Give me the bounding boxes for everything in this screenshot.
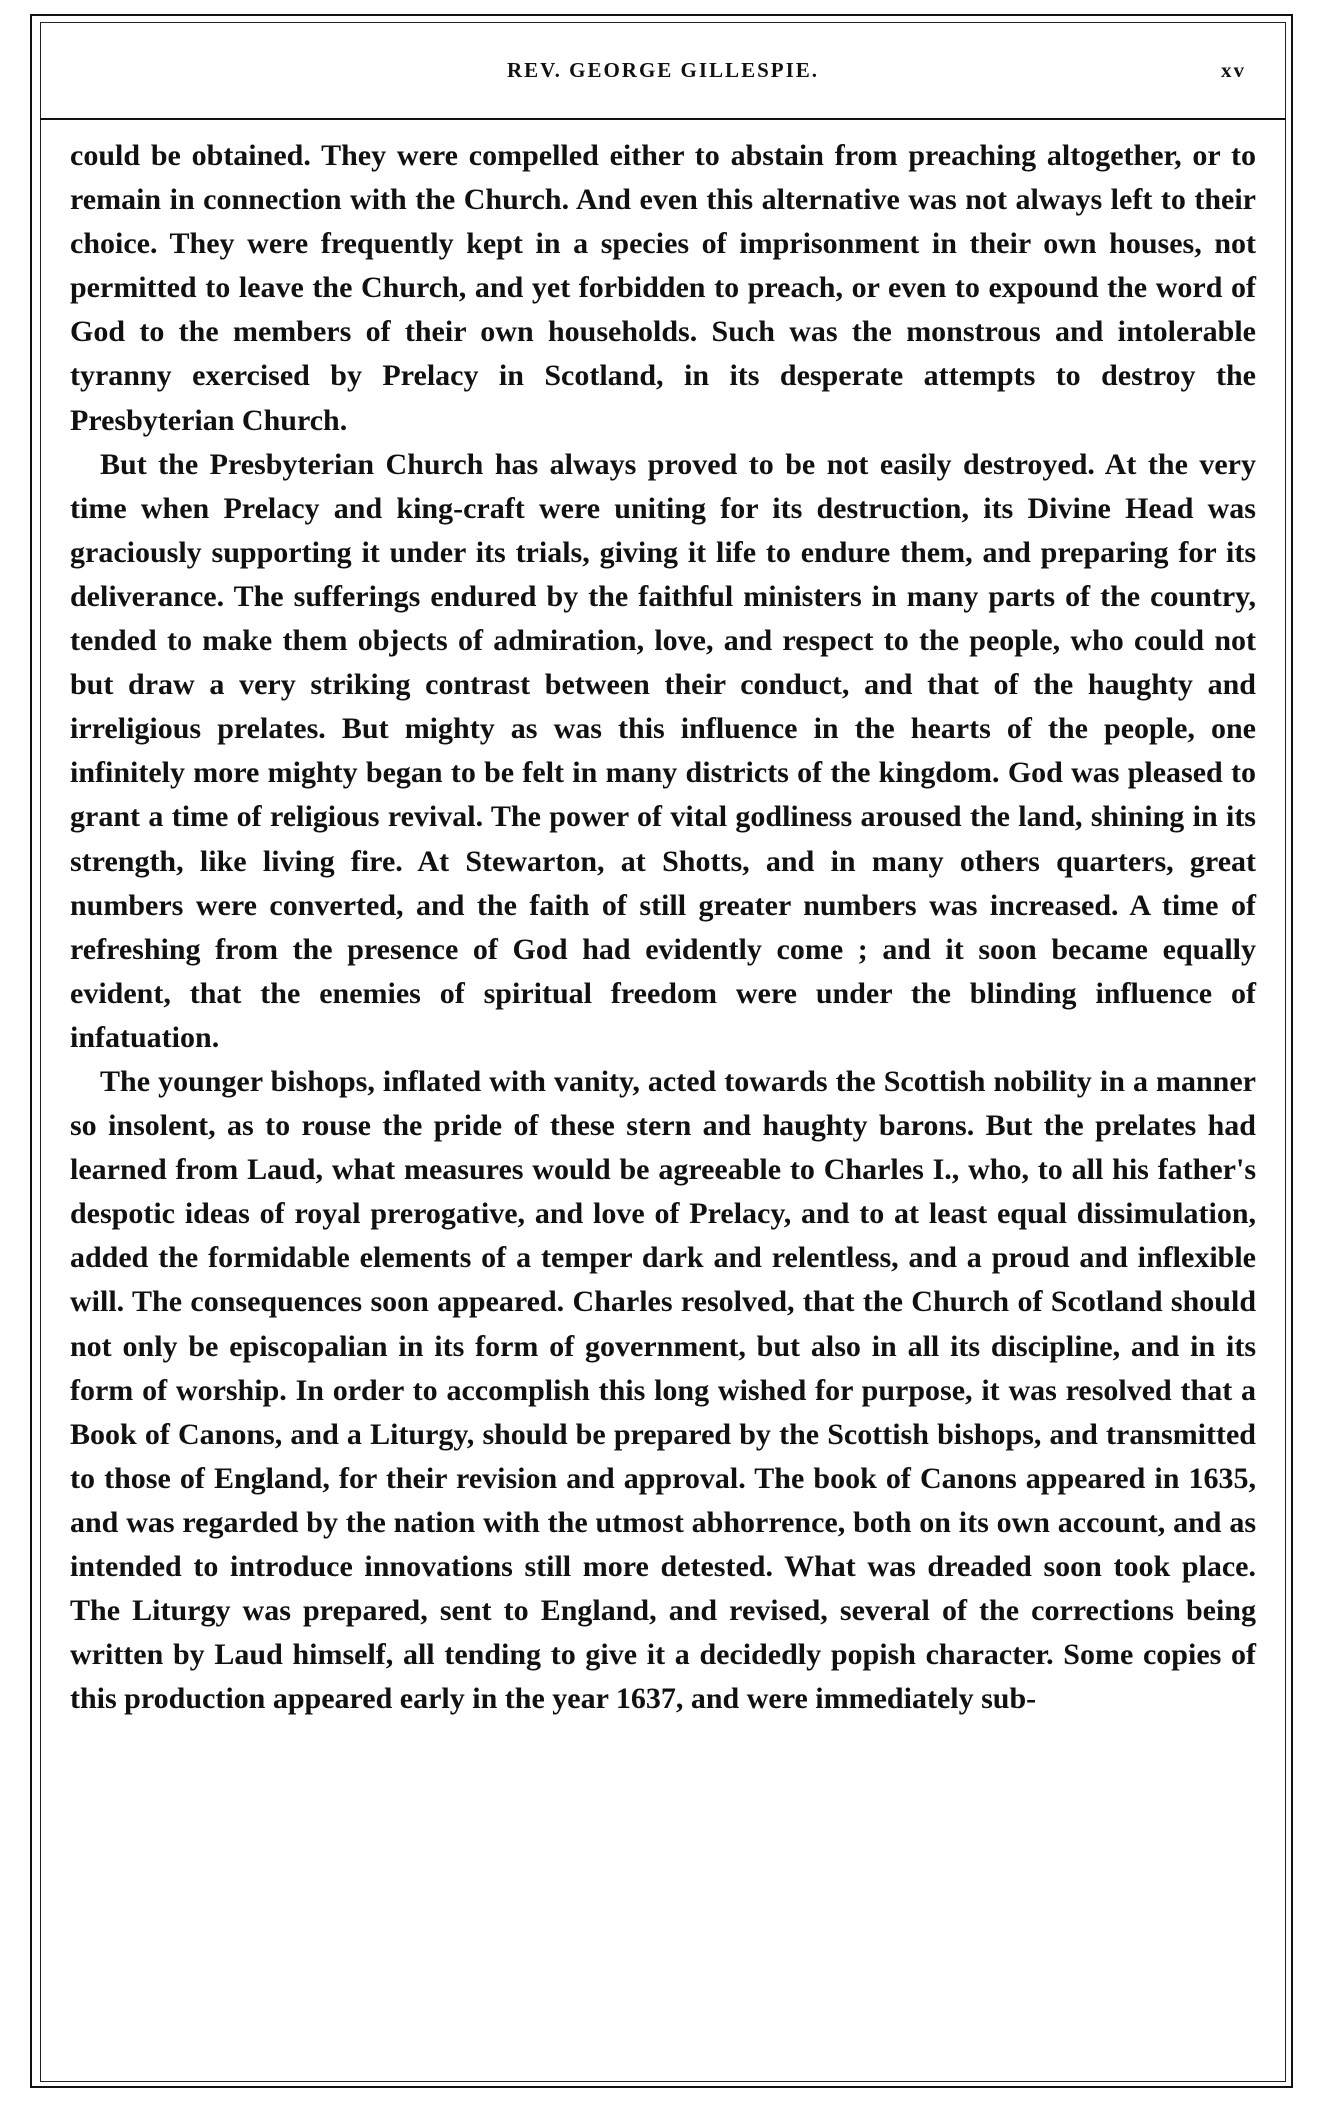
- running-head: [40, 58, 1286, 98]
- page-number: xv: [1221, 58, 1246, 82]
- body-text: [70, 134, 1256, 1721]
- running-title: REV. GEORGE GILLESPIE.: [506, 58, 820, 82]
- paragraph-1: could be obtained. They were compelled either to abstain from preaching altogether, or to remain in connection with the Church. And even this alternative was not always left to their choice. They were frequently kept in a species of imprisonment in their own houses, not permitted to leave the Church, and yet forbidden to preach, or even to expound the word of God to the members of their own households. Such was the monstrous and intolerable tyranny exercised by Prelacy in Scotland, in its desperate attempts to destroy the Presbyterian Church.: [70, 139, 1256, 437]
- paragraph-3: The younger bishops, inflated with vanity, acted towards the Scottish nobility in a manner so insolent, as to rouse the pride of these stern and haughty barons. But the prelates had learned from Laud, what measures would be agreeable to Charles I., who, to all his father's despotic ideas of royal prerogative, and love of Prelacy, and to at least equal dissimulation, added the formidable elements of a temper dark and relentless, and a proud and inflexible will. The consequences soon appeared. Charles resolved, that the Church of Scotland should not only be episcopalian in its form of government, but also in all its discipline, and in its form of worship. In order to accomplish this long wished for purpose, it was resolved that a Book of Canons, and a Liturgy, should be prepared by the Scottish bishops, and transmitted to those of England, for their revision and approval. The book of Canons appeared in 1635, and was regarded by the nation with the utmost abhorrence, both on its own account, and as intended to introduce innovations still more detested. What was dreaded soon took place. The Liturgy was prepared, sent to England, and revised, several of the corrections being written by Laud himself, all tending to give it a decidedly popish character. Some copies of this production appeared early in the year 1637, and were immediately sub-: [70, 1064, 1256, 1716]
- paragraph-2: But the Presbyterian Church has always proved to be not easily destroyed. At the very time when Prelacy and king-craft were uniting for its destruction, its Divine Head was graciously supporting it under its trials, giving it life to endure them, and preparing for its deliverance. The sufferings endured by the faithful ministers in many parts of the country, tended to make them objects of admiration, love, and respect to the people, who could not but draw a very striking contrast between their conduct, and that of the haughty and irreligious prelates. But mighty as was this influence in the hearts of the people, one infinitely more mighty began to be felt in many districts of the kingdom. God was pleased to grant a time of religious revival. The power of vital godliness aroused the land, shining in its strength, like living fire. At Stewarton, at Shotts, and in many others quarters, great numbers were converted, and the faith of still greater numbers was increased. A time of refreshing from the presence of God had evidently come ; and it soon became equally evident, that the enemies of spiritual freedom were under the blinding influence of infatuation.: [70, 447, 1256, 1054]
- header-rule: [40, 118, 1286, 120]
